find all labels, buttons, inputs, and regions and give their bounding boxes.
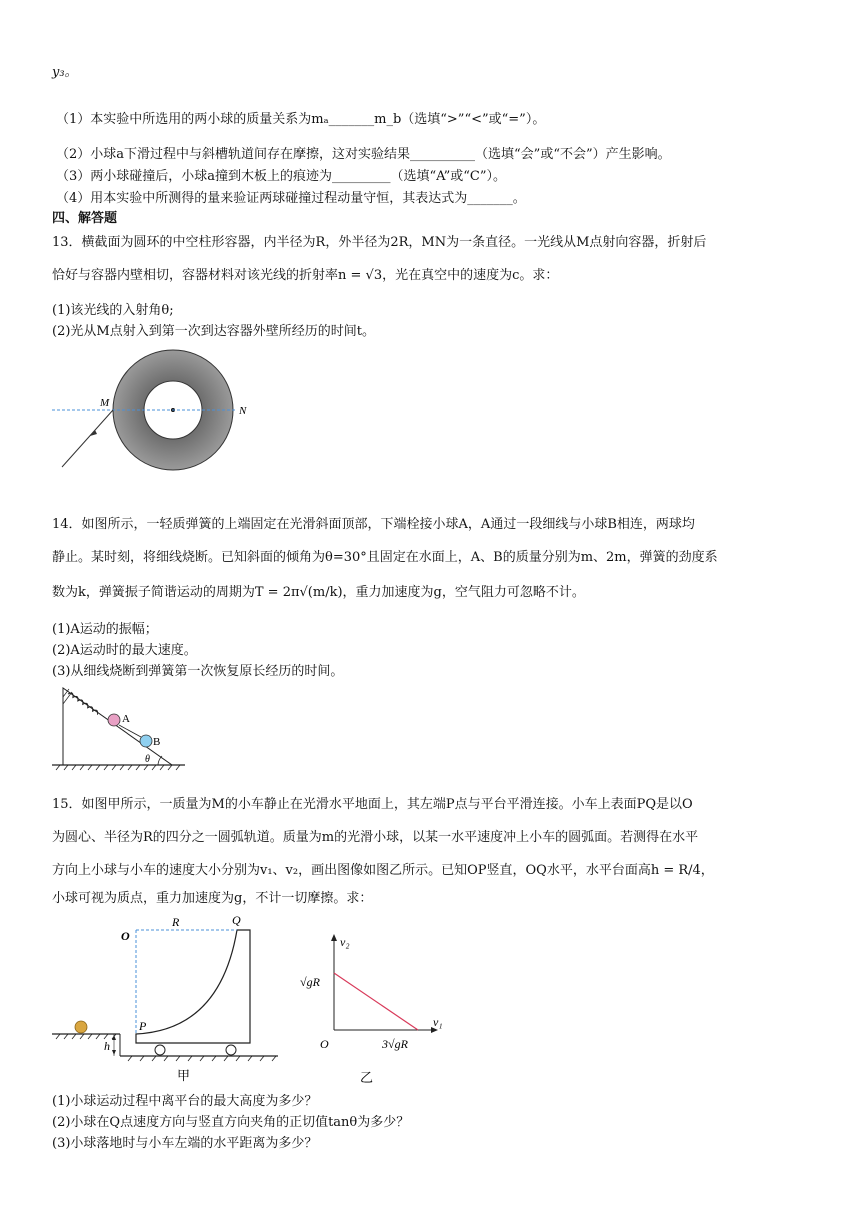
label-o: O [121,929,130,943]
q13-sub-1: (1)该光线的入射角θ; [52,303,174,318]
q15-sub-1: (1)小球运动过程中离平台的最大高度为多少？ [52,1094,318,1109]
exp-question-3: （3）两小球碰撞后，小球a撞到木板上的痕迹为_________（选填“A”或“C”）。 [56,169,507,184]
label-v1: v₁ [433,1015,443,1029]
q14-line-2: 静止。某时刻，将细线烧断。已知斜面的倾角为θ=30°且固定在水面上，A、B的质量分别为m、2m，弹簧的劲度系 [52,550,718,565]
q14-sub-1: (1)A运动的振幅； [52,622,158,637]
label-v2: v₂ [340,935,350,949]
exp-question-2: （2）小球a下滑过程中与斜槽轨道间存在摩擦，这对实验结果__________（选填“会”或“不会”）产生影响。 [56,147,671,162]
q15-line-1: 15．如图甲所示，一质量为M的小车静止在光滑水平地面上，其左端P点与平台平滑连接。小车上表面PQ是以O [52,797,693,812]
exp-question-1: （1）本实验中所选用的两小球的质量关系为mₐ_______m_b（选填“>”“<”或“=”）。 [56,112,546,127]
q15-sub-2: (2)小球在Q点速度方向与竖直方向夹角的正切值tanθ为多少？ [52,1115,410,1130]
label-y-intercept: √gR [300,975,320,989]
label-b: B [153,736,161,748]
q14-sub-3: (3)从细线烧断到弹簧第一次恢复原长经历的时间。 [52,664,344,679]
exp-question-4: （4）用本实验中所测得的量来验证两球碰撞过程动量守恒，其表达式为_______。 [56,191,526,206]
label-theta: θ [145,754,150,765]
q13-sub-2: (2)光从M点射入到第一次到达容器外壁所经历的时间t。 [52,324,375,339]
caption-b: 乙 [360,1070,374,1085]
q13-line-1: 13．横截面为圆环的中空柱形容器，内半径为R，外半径为2R，MN为一条直径。一光线从M点射向容器，折射后 [52,235,707,250]
q15-line-4: 小球可视为质点，重力加速度为g，不计一切摩擦。求： [52,891,373,906]
label-origin: O [320,1037,329,1051]
q15-line-3: 方向上小球与小车的速度大小分别为v₁、v₂，画出图像如图乙所示。已知OP竖直，OQ水平，水平台面高h = R/4， [52,863,714,878]
q14-line-1: 14．如图所示，一轻质弹簧的上端固定在光滑斜面顶部，下端栓接小球A，A通过一段细线与小球B相连，两球均 [52,517,695,532]
label-a: A [122,713,130,725]
q14-sub-2: (2)A运动时的最大速度。 [52,643,197,658]
label-h: h [104,1039,110,1053]
q15-line-2: 为圆心、半径为R的四分之一圆弧轨道。质量为m的光滑小球，以某一水平速度冲上小车的圆弧面。若测得在水平 [52,830,699,845]
q15-sub-3: (3)小球落地时与小车左端的水平距离为多少？ [52,1136,318,1151]
label-r: R [172,915,180,929]
q13-line-2: 恰好与容器内壁相切，容器材料对该光线的折射率n = √3，光在真空中的速度为c。求： [52,268,559,283]
caption-a: 甲 [177,1068,191,1083]
label-p: P [139,1019,147,1033]
section-title: 四、解答题 [52,211,118,226]
label-q: Q [232,913,241,927]
label-m: M [100,397,110,409]
label-n: N [239,405,247,417]
label-x-intercept: 3√gR [382,1037,408,1051]
top-fragment: y₃。 [52,65,78,80]
q14-line-3: 数为k，弹簧振子简谐运动的周期为T = 2π√(m/k)，重力加速度为g，空气阻力可忽略不计。 [52,585,585,600]
